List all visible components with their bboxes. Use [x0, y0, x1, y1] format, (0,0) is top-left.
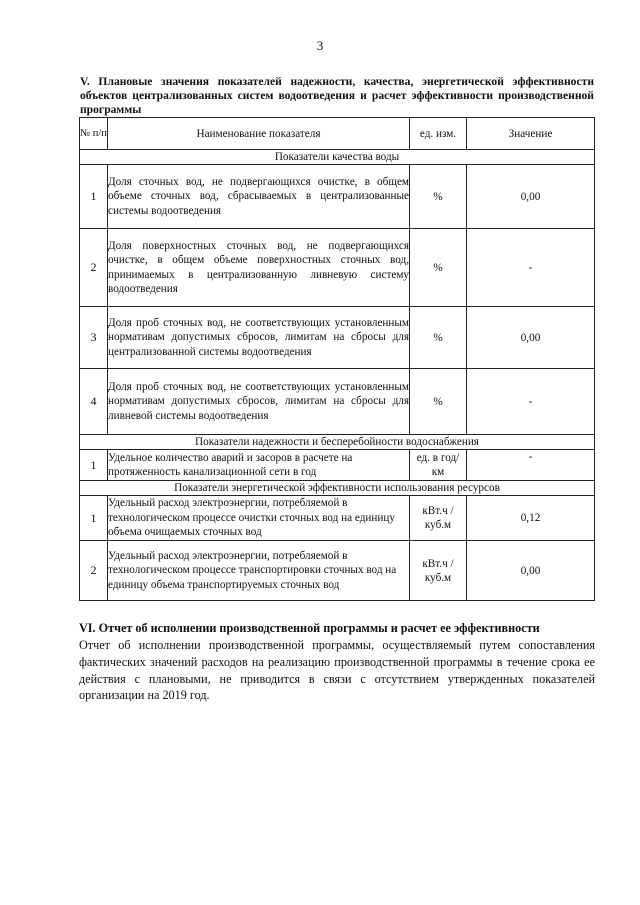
indicators-table — [79, 117, 595, 601]
table-header-row — [80, 118, 595, 150]
header-name: Наименование показателя — [108, 118, 410, 150]
group-row — [80, 150, 595, 165]
section-vi-paragraph: Отчет об исполнении производственной программы, осуществляемый путем сопоставления фактических значений расходов на реализацию производственной программы в течение срока ее действия с плановыми, не приводится в связи с отсутствием утвержденных показателей организации на 2019 год. — [79, 638, 595, 703]
row-unit: % — [410, 369, 467, 435]
row-value: 0,12 — [467, 496, 595, 541]
row-num: 3 — [80, 307, 108, 369]
table-row — [80, 165, 595, 229]
table-row — [80, 369, 595, 435]
row-value: - — [467, 450, 595, 481]
table-row — [80, 541, 595, 601]
row-name: Доля проб сточных вод, не соответствующих установленным нормативам допустимых сбросов, лимитам на сбросы для централизованной системы водоотведения — [108, 307, 410, 369]
row-unit: % — [410, 307, 467, 369]
group-title-quality: Показатели качества воды — [80, 150, 595, 165]
table-row — [80, 307, 595, 369]
header-value: Значение — [467, 118, 595, 150]
row-value: - — [467, 229, 595, 307]
header-num: № п/п — [80, 118, 108, 150]
row-num: 4 — [80, 369, 108, 435]
row-name: Удельное количество аварий и засоров в расчете на протяженность канализационной сети в год — [108, 450, 410, 481]
group-row — [80, 481, 595, 496]
group-row — [80, 435, 595, 450]
section-v-title: V. Плановые значения показателей надежности, качества, энергетической эффективности объектов централизованных систем водоотведения и расчет эффективности производственной программы — [80, 75, 594, 116]
row-num: 2 — [80, 229, 108, 307]
row-name: Доля проб сточных вод, не соответствующих установленным нормативам допустимых сбросов, лимитам на сбросы для ливневой системы водоотведения — [108, 369, 410, 435]
row-num: 1 — [80, 496, 108, 541]
table-row — [80, 450, 595, 481]
row-name: Доля сточных вод, не подвергающихся очистке, в общем объеме сточных вод, сбрасываемых в централизованные системы водоотведения — [108, 165, 410, 229]
row-value: - — [467, 369, 595, 435]
row-value: 0,00 — [467, 307, 595, 369]
row-unit: ед. в год/ км — [410, 450, 467, 481]
row-value: 0,00 — [467, 165, 595, 229]
section-vi-title: VI. Отчет об исполнении производственной программы и расчет ее эффективности — [79, 621, 540, 635]
header-unit: ед. изм. — [410, 118, 467, 150]
table-row — [80, 229, 595, 307]
table-row — [80, 496, 595, 541]
page-number: 3 — [316, 38, 324, 53]
row-unit: кВт.ч / куб.м — [410, 496, 467, 541]
group-title-reliability: Показатели надежности и бесперебойности водоснабжения — [80, 435, 595, 450]
row-num: 1 — [80, 165, 108, 229]
row-name: Доля поверхностных сточных вод, не подвергающихся очистке, в общем объеме поверхностных сточных вод, принимаемых в централизованную ливневую систему водоотведения — [108, 229, 410, 307]
group-title-energy: Показатели энергетической эффективности использования ресурсов — [80, 481, 595, 496]
row-unit: кВт.ч / куб.м — [410, 541, 467, 601]
row-value: 0,00 — [467, 541, 595, 601]
row-name: Удельный расход электроэнергии, потребляемой в технологическом процессе транспортировки сточных вод на единицу объема транспортируемых сточных вод — [108, 541, 410, 601]
row-num: 1 — [80, 450, 108, 481]
row-unit: % — [410, 229, 467, 307]
row-num: 2 — [80, 541, 108, 601]
row-name: Удельный расход электроэнергии, потребляемой в технологическом процессе очистки сточных вод на единицу объема очищаемых сточных вод — [108, 496, 410, 541]
row-unit: % — [410, 165, 467, 229]
